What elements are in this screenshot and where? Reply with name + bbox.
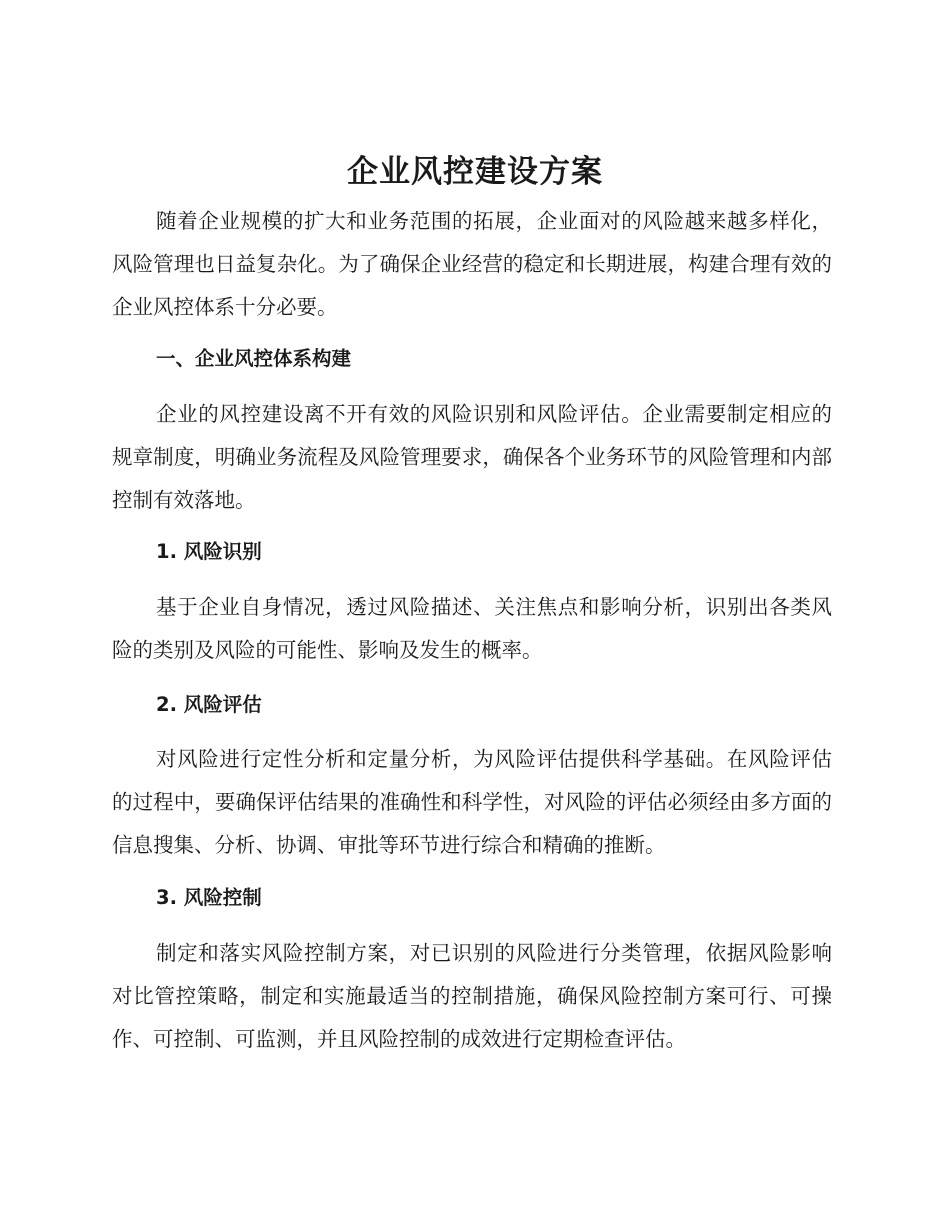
subsection-paragraph-risk-control: 制定和落实风险控制方案，对已识别的风险进行分类管理，依据风险影响对比管控策略，制定和实施最适当的控制措施，确保风险控制方案可行、可操作、可控制、可监测，并且风险控制的成效进行定期检查评估。 (112, 941, 832, 1051)
subsection-heading-risk-control: 3. 风险控制 (156, 886, 262, 909)
subsection-paragraph-risk-identification: 基于企业自身情况，透过风险描述、关注焦点和影响分析，识别出各类风险的类别及风险的可能性、影响及发生的概率。 (112, 595, 832, 662)
intro-paragraph: 随着企业规模的扩大和业务范围的拓展，企业面对的风险越来越多样化，风险管理也日益复杂化。为了确保企业经营的稳定和长期进展，构建合理有效的企业风控体系十分必要。 (112, 209, 832, 319)
section-heading-framework: 一、企业风控体系构建 (156, 347, 352, 370)
subsection-heading-risk-assessment: 2. 风险评估 (156, 693, 262, 716)
section-paragraph-framework: 企业的风控建设离不开有效的风险识别和风险评估。企业需要制定相应的规章制度，明确业务流程及风险管理要求，确保各个业务环节的风险管理和内部控制有效落地。 (112, 402, 832, 512)
subsection-paragraph-risk-assessment: 对风险进行定性分析和定量分析，为风险评估提供科学基础。在风险评估的过程中，要确保评估结果的准确性和科学性，对风险的评估必须经由多方面的信息搜集、分析、协调、审批等环节进行综合和精确的推断。 (112, 747, 832, 857)
subsection-heading-risk-identification: 1. 风险识别 (156, 540, 262, 563)
document-title: 企业风控建设方案 (347, 154, 603, 190)
